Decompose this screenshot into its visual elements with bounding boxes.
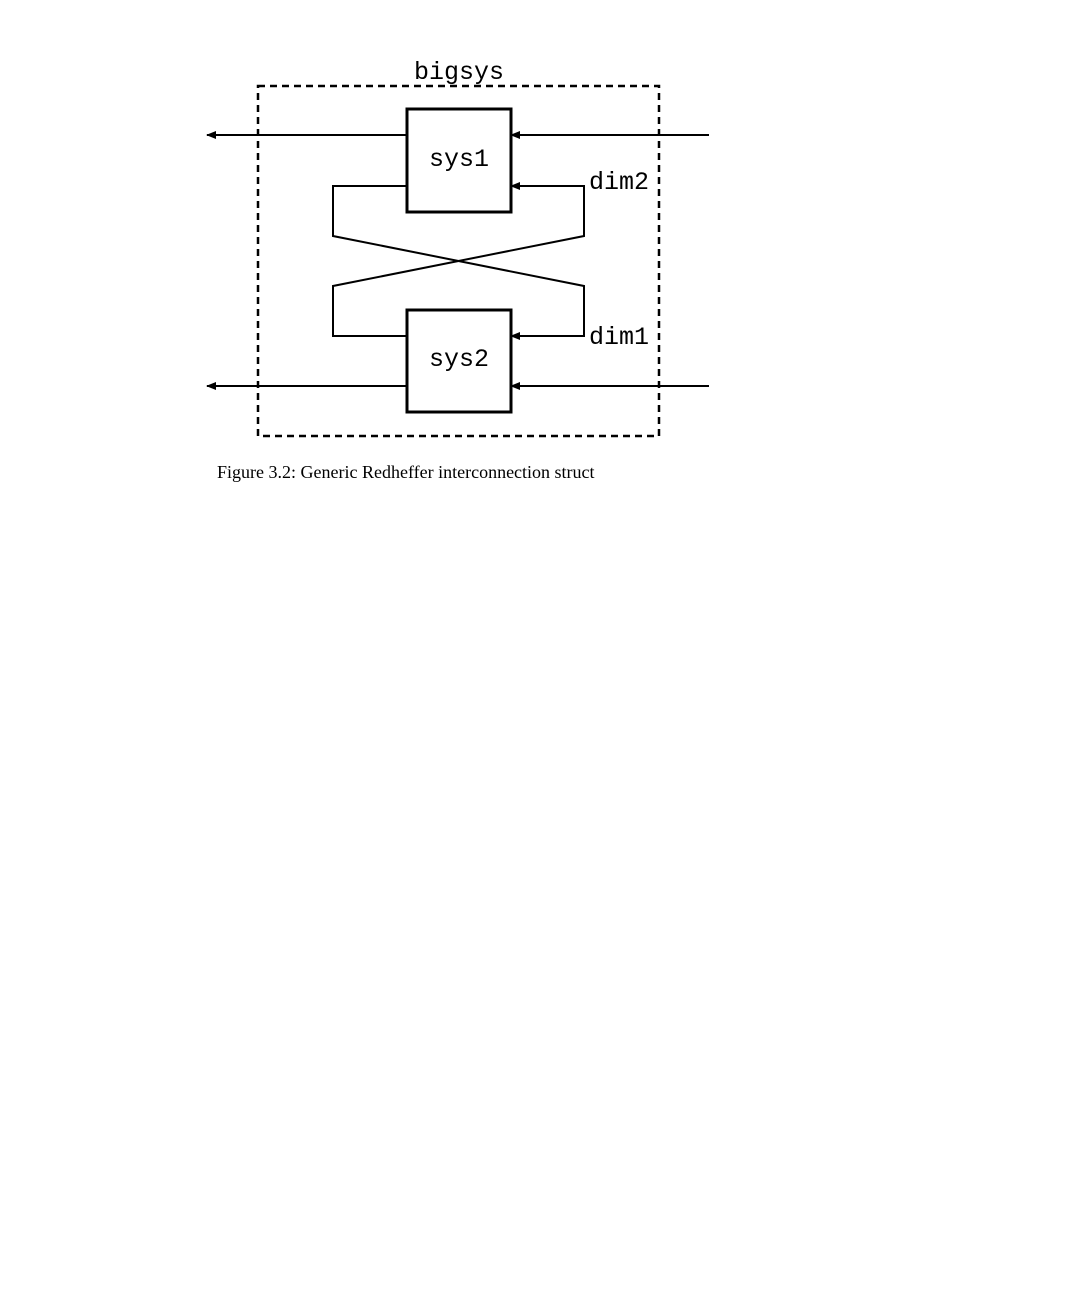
redheffer-diagram [0,0,1081,470]
dim1-label: dim1 [589,323,650,352]
sys2-label: sys2 [428,345,490,374]
dim2-label: dim2 [589,168,650,197]
sys1-label: sys1 [428,145,490,174]
bigsys-label: bigsys [413,58,505,87]
figure-caption: Figure 3.2: Generic Redheffer interconnection struct [217,462,595,482]
